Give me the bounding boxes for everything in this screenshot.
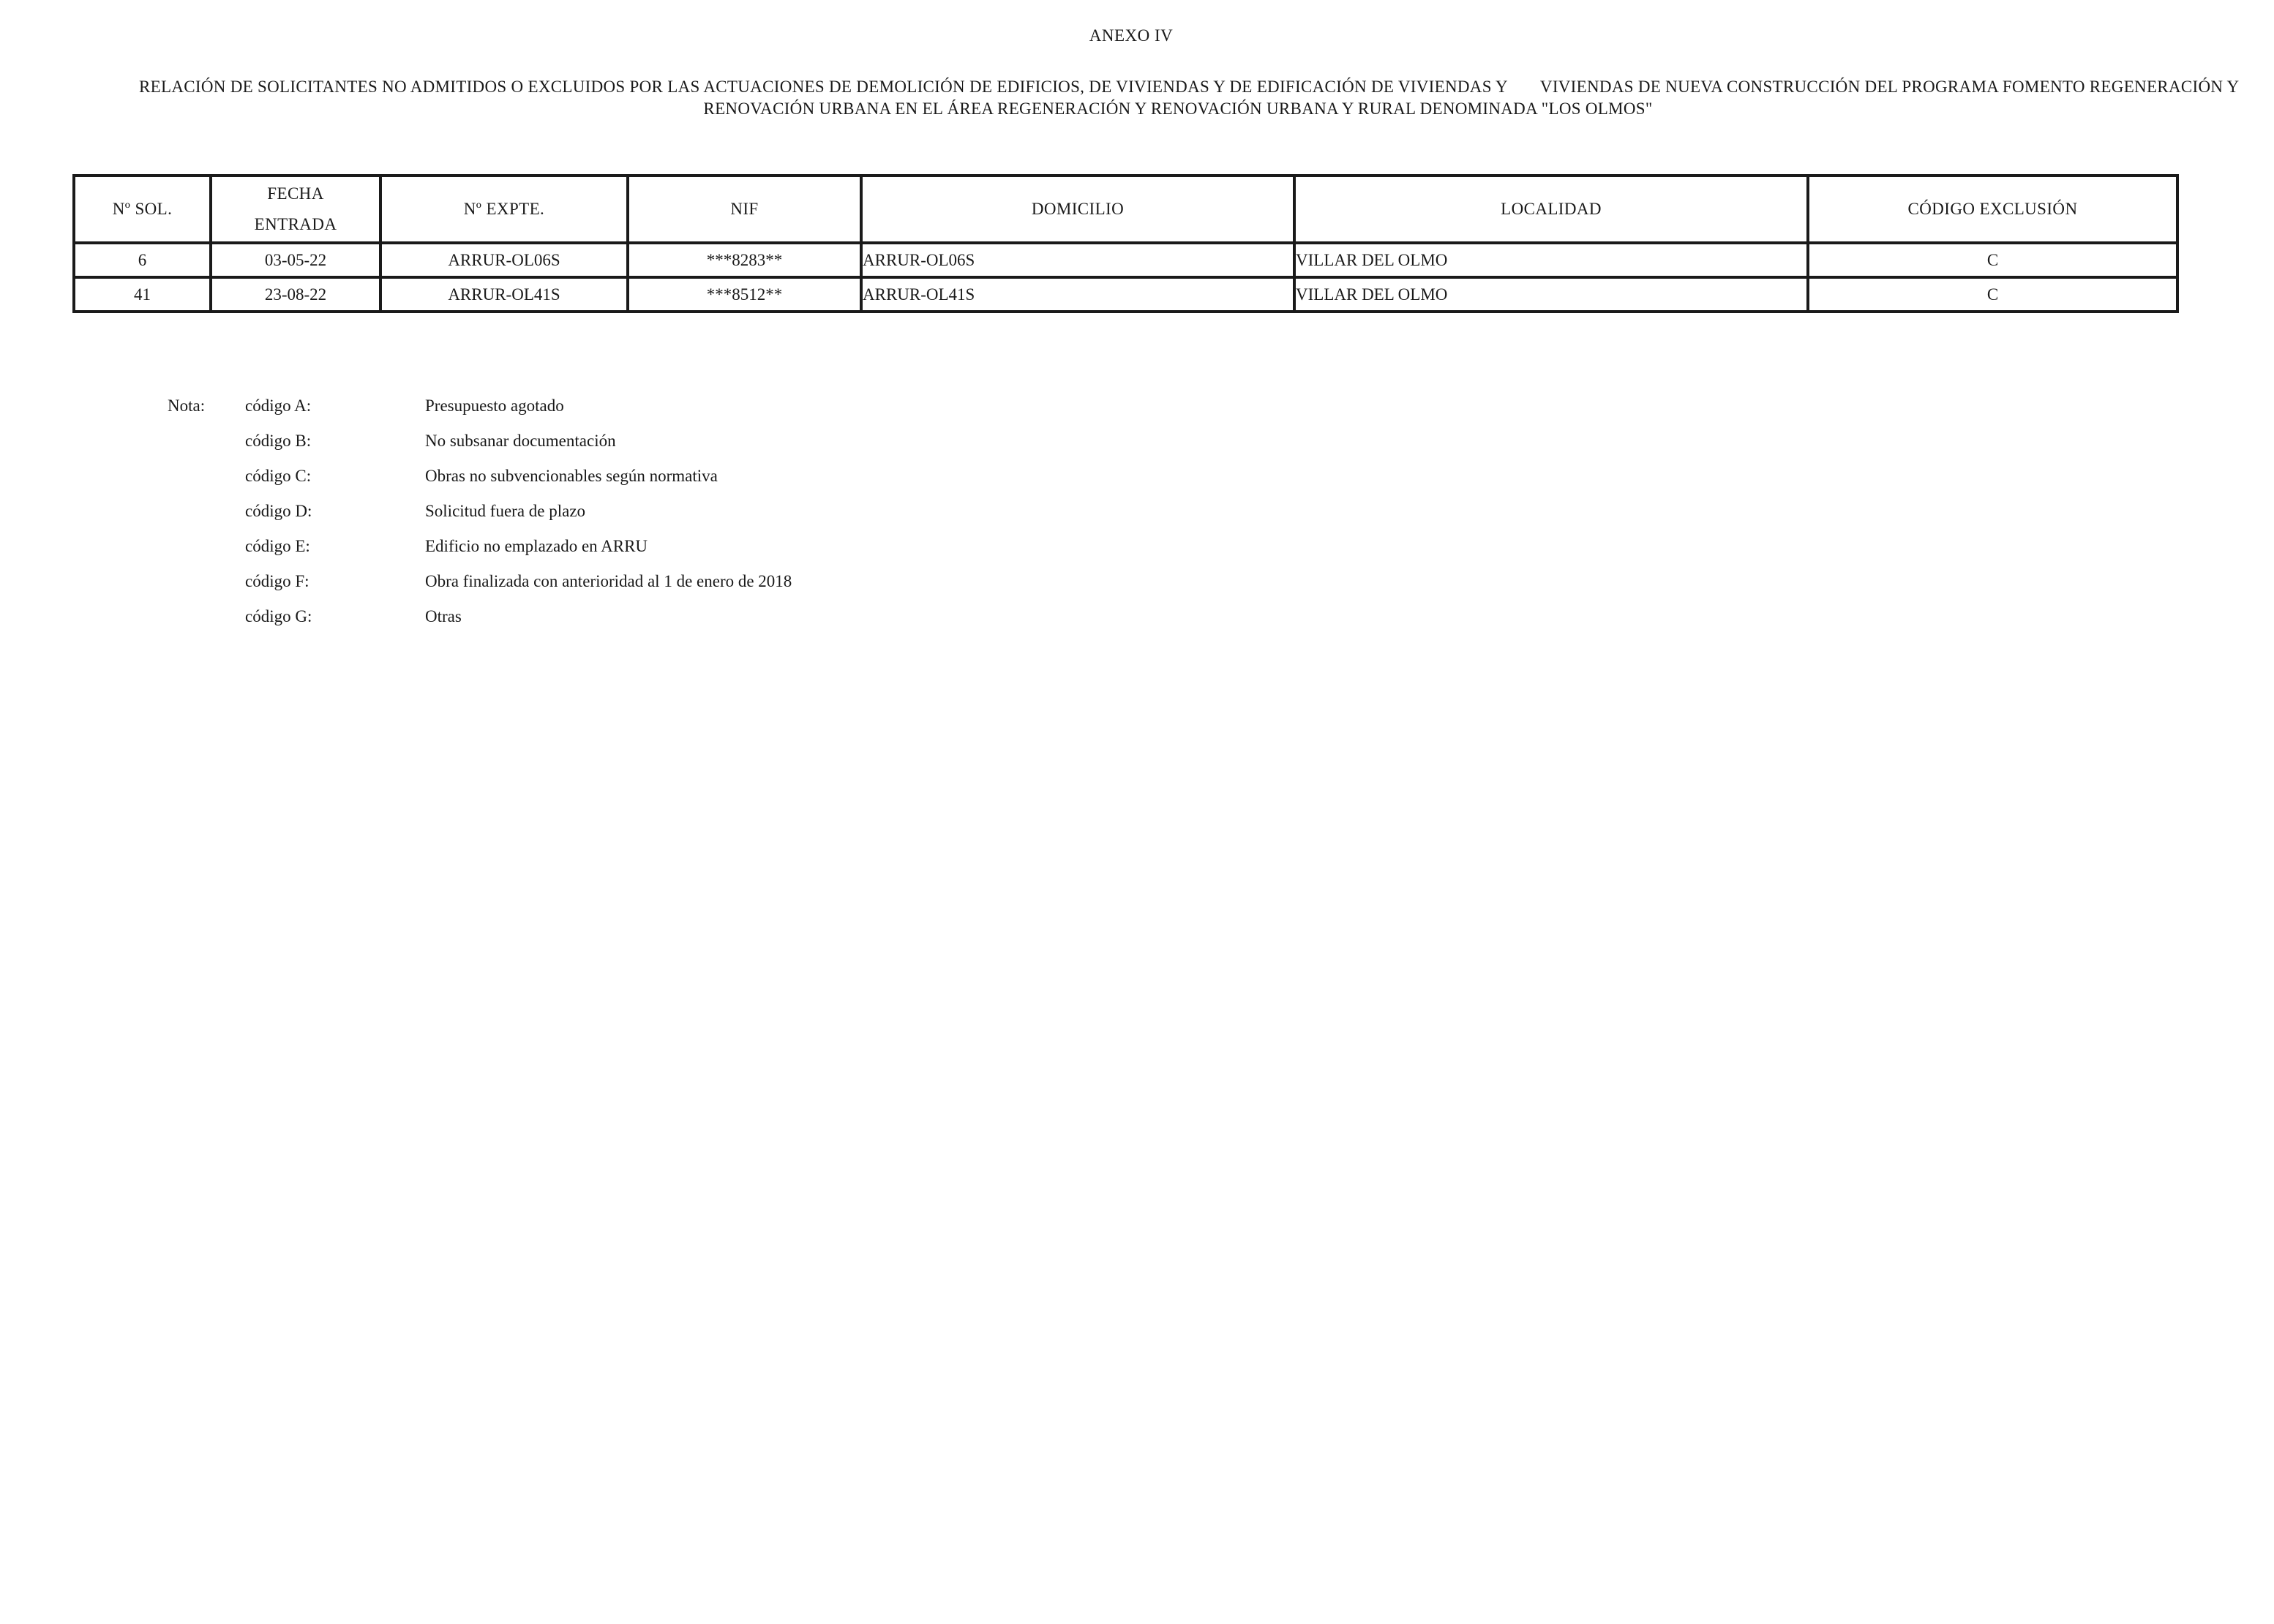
cell-localidad: VILLAR DEL OLMO	[1294, 243, 1808, 277]
header-fecha-line-2: ENTRADA	[254, 215, 337, 233]
nota-label: Nota:	[168, 396, 206, 415]
cell-n-sol: 6	[74, 243, 211, 277]
nota-text: Obras no subvencionables según normativa	[425, 467, 718, 485]
nota-text: Edificio no emplazado en ARRU	[425, 537, 648, 555]
cell-expte: ARRUR-OL06S	[380, 243, 628, 277]
header-codigo-exclusion: CÓDIGO EXCLUSIÓN	[1808, 176, 2177, 243]
cell-nif: ***8512**	[628, 277, 861, 312]
header-domicilio: DOMICILIO	[861, 176, 1294, 243]
nota-text: Presupuesto agotado	[425, 396, 564, 415]
table-row	[74, 243, 2177, 277]
header-n-expte: Nº EXPTE.	[380, 176, 628, 243]
cell-nif: ***8283**	[628, 243, 861, 277]
annex-title: ANEXO IV	[1089, 26, 1174, 45]
header-fecha-line-1: FECHA	[267, 184, 324, 203]
nota-code: código C:	[245, 467, 312, 485]
nota-code: código F:	[245, 572, 309, 590]
cell-domicilio: ARRUR-OL41S	[861, 277, 1294, 312]
header-n-sol: Nº SOL.	[74, 176, 211, 243]
cell-domicilio: ARRUR-OL06S	[861, 243, 1294, 277]
nota-code: código E:	[245, 537, 310, 555]
nota-text: Obra finalizada con anterioridad al 1 de enero de 2018	[425, 572, 792, 590]
cell-n-sol: 41	[74, 277, 211, 312]
nota-item-b	[245, 432, 616, 467]
cell-fecha: 03-05-22	[211, 243, 380, 277]
cell-expte: ARRUR-OL41S	[380, 277, 628, 312]
header-nif: NIF	[628, 176, 861, 243]
nota-item-d	[245, 502, 585, 537]
nota-item-c	[245, 467, 718, 502]
subtitle-line-1b: VIVIENDAS DE NUEVA CONSTRUCCIÓN DEL PROGRAMA FOMENTO REGENERACIÓN Y	[1539, 78, 2240, 96]
nota-code: código B:	[245, 432, 312, 450]
subtitle-line-1a: RELACIÓN DE SOLICITANTES NO ADMITIDOS O EXCLUIDOS POR LAS ACTUACIONES DE DEMOLICIÓN DE EDIFICIOS, DE VIVIENDAS Y DE EDIFICACIÓN DE VIVIENDAS Y	[139, 78, 1508, 96]
nota-text: Otras	[425, 607, 462, 625]
nota-text: Solicitud fuera de plazo	[425, 502, 586, 520]
table-header-row	[74, 176, 2177, 243]
table-row	[74, 277, 2177, 312]
nota-item-g	[245, 607, 462, 642]
cell-codigo: C	[1808, 243, 2177, 277]
subtitle-line-2: RENOVACIÓN URBANA EN EL ÁREA REGENERACIÓN Y RENOVACIÓN URBANA Y RURAL DENOMINADA "LOS OLMOS"	[703, 99, 1653, 118]
nota-text: No subsanar documentación	[425, 432, 616, 450]
cell-codigo: C	[1808, 277, 2177, 312]
header-localidad: LOCALIDAD	[1294, 176, 1808, 243]
header-fecha-entrada	[211, 176, 380, 243]
nota-item-f	[245, 572, 792, 607]
nota-item-e	[245, 537, 648, 572]
nota-code: código D:	[245, 502, 312, 520]
nota-item-a	[245, 396, 564, 432]
cell-fecha: 23-08-22	[211, 277, 380, 312]
excluded-applicants-table	[72, 174, 2179, 313]
cell-localidad: VILLAR DEL OLMO	[1294, 277, 1808, 312]
subtitle-line-1	[139, 76, 2240, 98]
nota-code: código A:	[245, 396, 312, 415]
nota-code: código G:	[245, 607, 312, 625]
document-subtitle	[139, 76, 2240, 120]
